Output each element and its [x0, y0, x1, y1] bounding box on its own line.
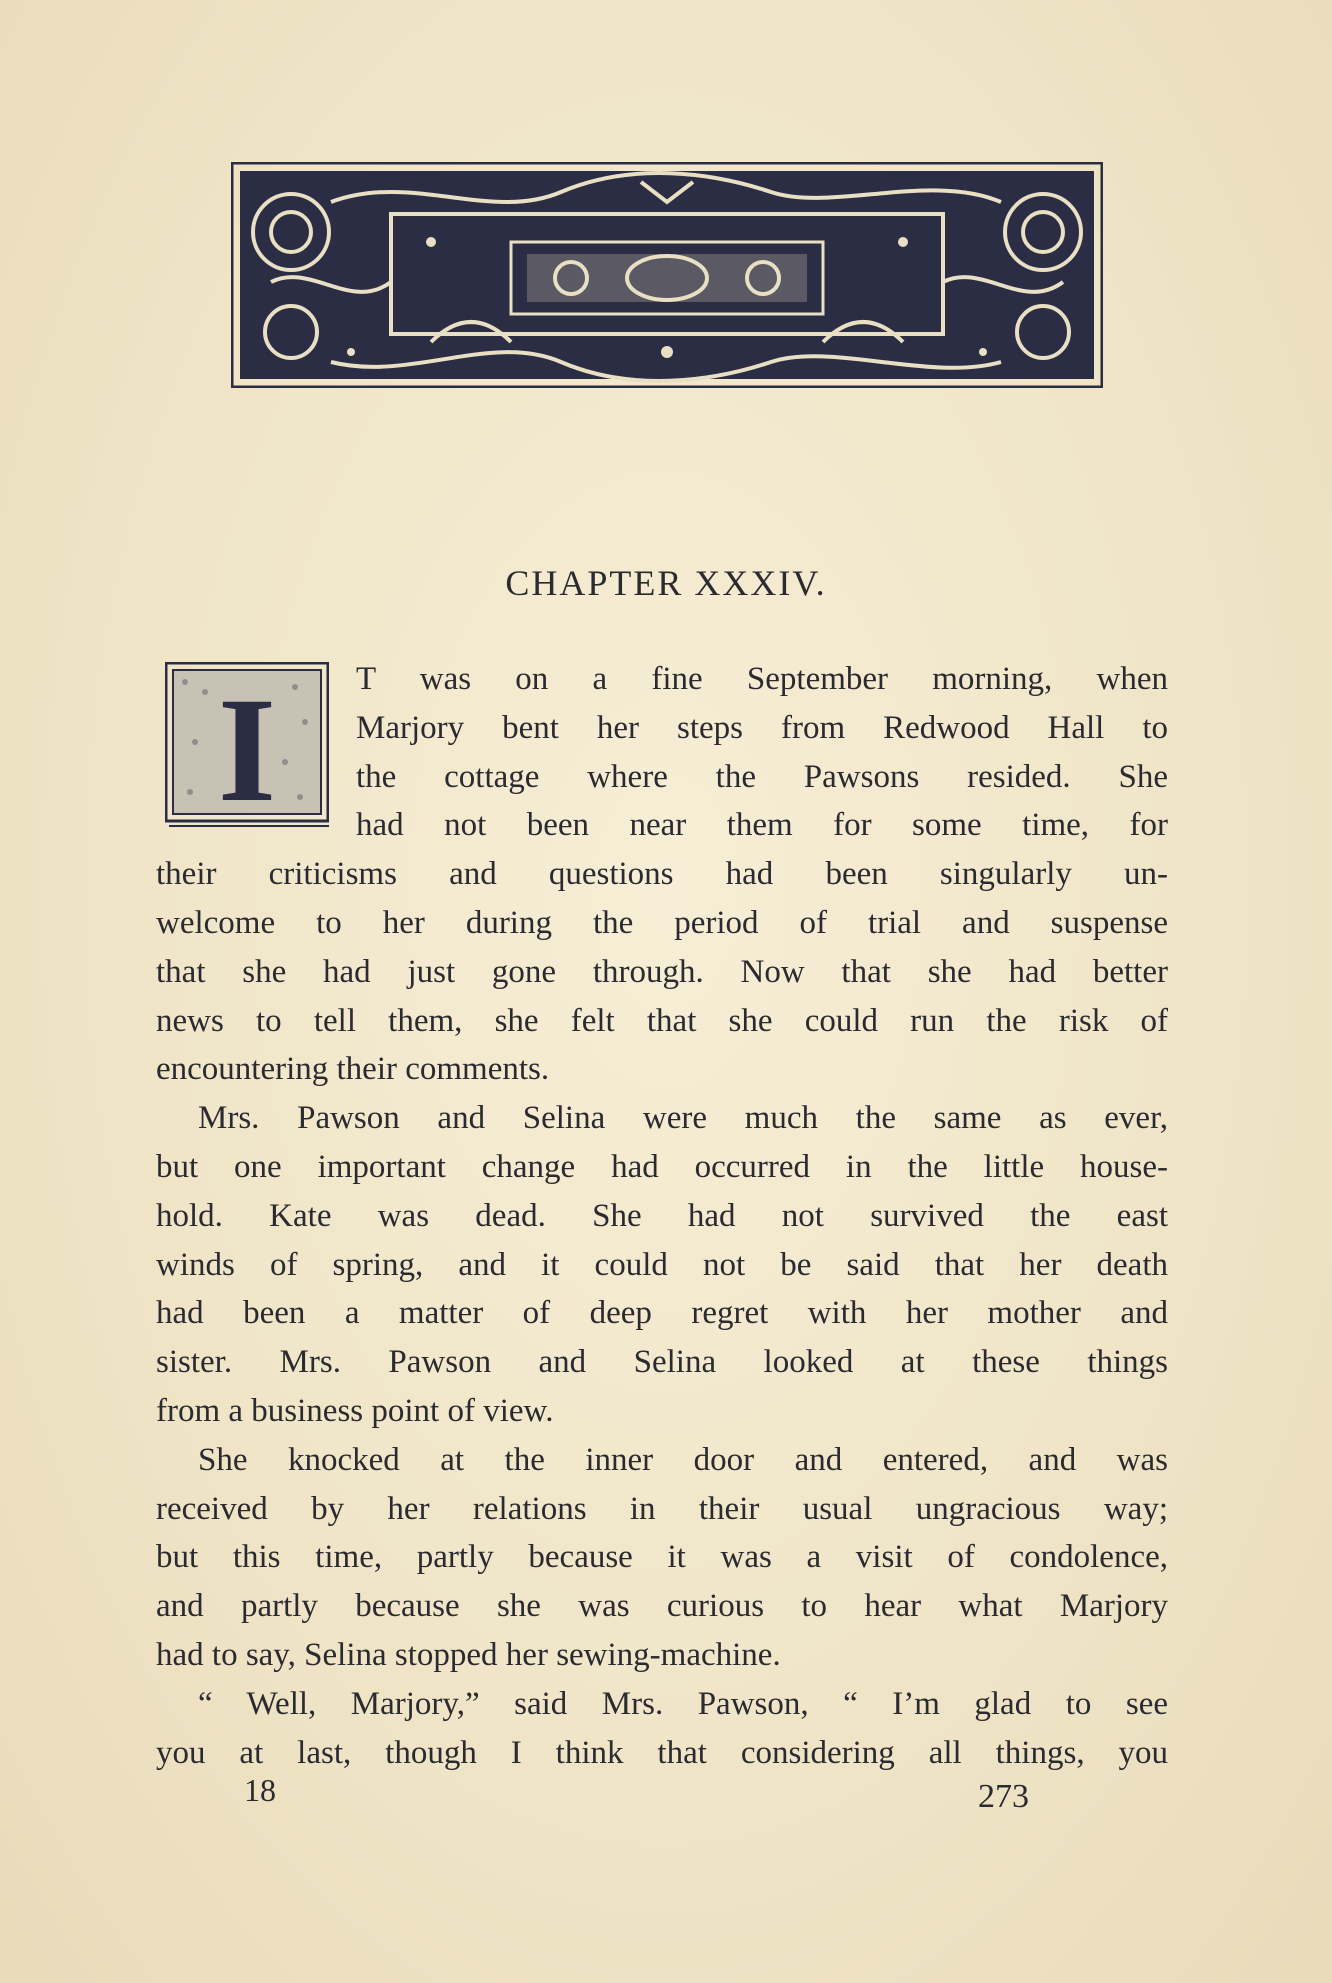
text-line: that she had just gone through. Now that she had better — [156, 953, 1168, 990]
paragraph-4-cont — [156, 1729, 1168, 1778]
text-line: Marjory bent her steps from Redwood Hall to — [356, 709, 1168, 746]
page-number: 273 — [978, 1778, 1029, 1815]
text-line: had been a matter of deep regret with her mother and — [156, 1295, 1168, 1332]
text-line: had to say, Selina stopped her sewing-machine. — [156, 1636, 781, 1673]
paragraph-4 — [156, 1680, 1168, 1729]
text-line: welcome to her during the period of trial and suspense — [156, 904, 1168, 941]
text-line: the cottage where the Pawsons resided. She — [356, 758, 1168, 795]
text-line: news to tell them, she felt that she could run the risk of — [156, 1002, 1168, 1039]
ornamental-headpiece — [231, 162, 1103, 388]
chapter-body — [156, 655, 1168, 1777]
text-line: but this time, partly because it was a visit of condolence, — [156, 1539, 1168, 1576]
paragraph-3 — [156, 1436, 1168, 1485]
text-line: encountering their comments. — [156, 1051, 550, 1088]
drop-cap-letter: I — [217, 667, 277, 830]
text-line: had not been near them for some time, for — [356, 807, 1168, 844]
text-line: She knocked at the inner door and entered, and was — [198, 1441, 1168, 1478]
paragraph-2 — [156, 1094, 1168, 1143]
text-line: you at last, though I think that considering all things, you — [156, 1734, 1168, 1771]
text-line: and partly because she was curious to hear what Marjory — [156, 1588, 1168, 1625]
text-line: winds of spring, and it could not be said that her death — [156, 1246, 1168, 1283]
text-line: sister. Mrs. Pawson and Selina looked at these things — [156, 1344, 1168, 1381]
paragraph-2-cont — [156, 1143, 1168, 1436]
text-line: Mrs. Pawson and Selina were much the same as ever, — [198, 1100, 1168, 1137]
text-line: their criticisms and questions had been singularly un- — [156, 856, 1168, 893]
text-line: hold. Kate was dead. She had not survived the east — [156, 1197, 1168, 1234]
chapter-title: CHAPTER XXXIV. — [505, 563, 827, 603]
text-line: T was on a fine September morning, when — [356, 661, 1168, 697]
text-line: received by her relations in their usual ungracious way; — [156, 1490, 1168, 1527]
paragraph-1-rest — [156, 850, 1168, 1094]
paragraph-1-opening — [156, 655, 1168, 850]
text-line: “ Well, Marjory,” said Mrs. Pawson, “ I’m glad to see — [198, 1685, 1168, 1722]
text-line: but one important change had occurred in the little house- — [156, 1148, 1168, 1185]
text-line: from a business point of view. — [156, 1392, 554, 1429]
paragraph-3-cont — [156, 1485, 1168, 1680]
signature-mark: 18 — [244, 1772, 276, 1808]
